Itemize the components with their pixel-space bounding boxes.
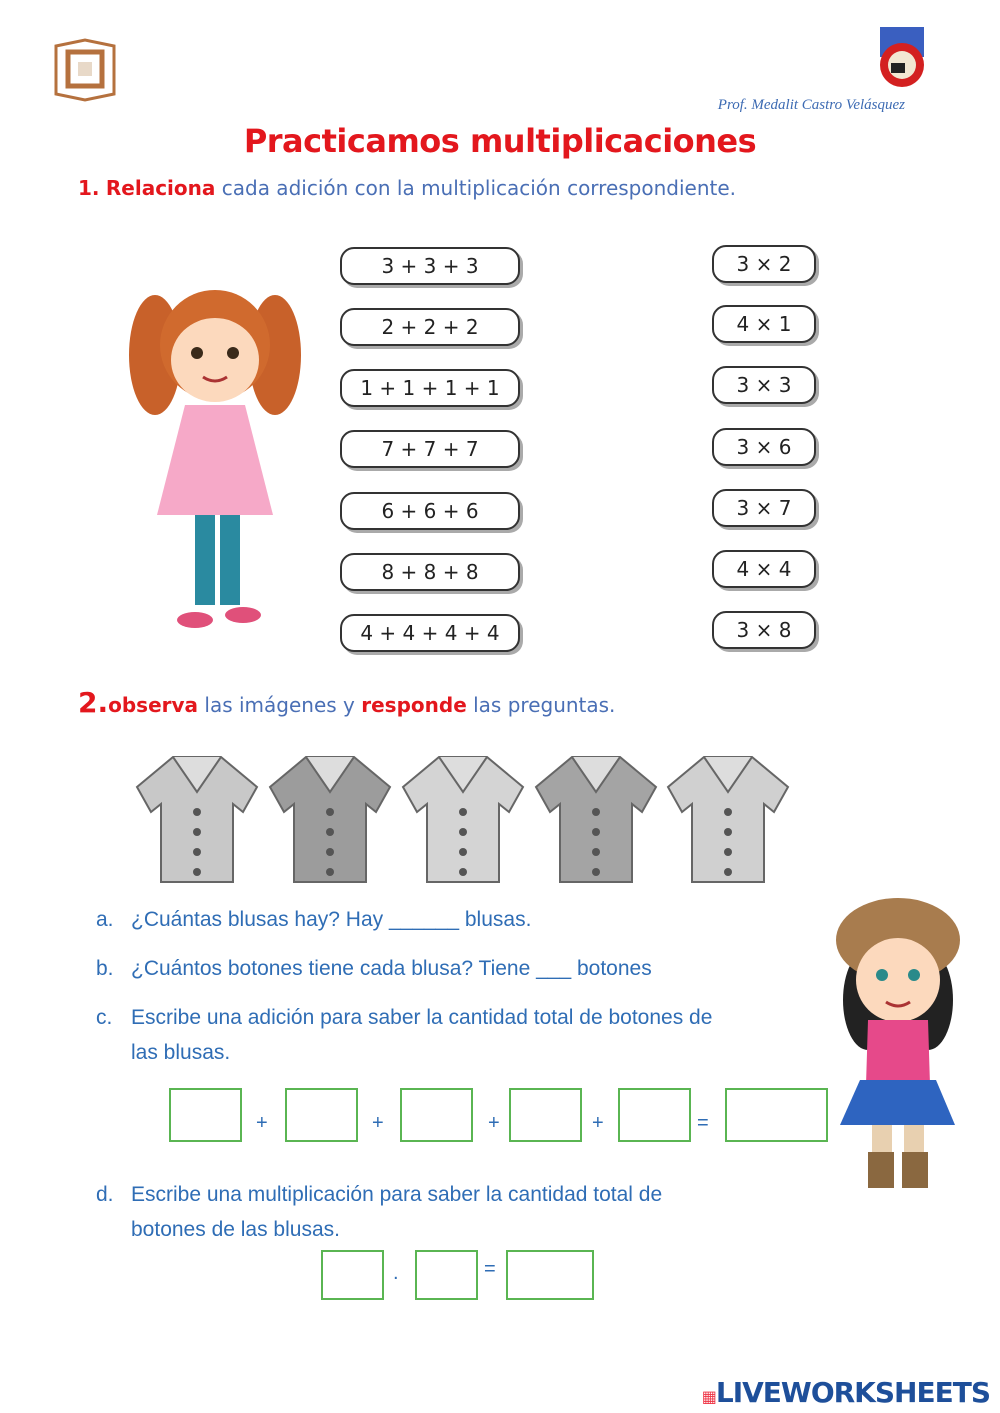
- section1-text: cada adición con la multiplicación correspondiente.: [215, 176, 737, 200]
- multiplication-pill[interactable]: 3 × 3: [712, 366, 816, 404]
- question-text-cont: las blusas.: [131, 1041, 231, 1064]
- answer-box-total[interactable]: [506, 1250, 594, 1300]
- equals-sign: =: [484, 1258, 496, 1280]
- section2-number: 2.: [78, 686, 109, 719]
- question-text: Escribe una adición para saber la cantidad total de botones de: [131, 1006, 713, 1029]
- author-name: Prof. Medalit Castro Velásquez: [717, 97, 905, 113]
- section1-keyword: Relaciona: [105, 176, 216, 200]
- plus-sign: +: [256, 1112, 268, 1134]
- section1-instruction: [78, 176, 736, 200]
- addition-pill[interactable]: 8 + 8 + 8: [340, 553, 520, 591]
- school-logo-right: [877, 25, 927, 90]
- answer-box[interactable]: [509, 1088, 582, 1142]
- blouse-image: [399, 752, 527, 884]
- question-label: c.: [96, 1006, 113, 1029]
- multiplication-pill[interactable]: 4 × 1: [712, 305, 816, 343]
- blouse-image: [266, 752, 394, 884]
- section2-text: las preguntas.: [466, 693, 616, 717]
- girl-illustration: [125, 265, 305, 640]
- blouse-image: [532, 752, 660, 884]
- question-label: a.: [96, 908, 114, 931]
- plus-sign: +: [592, 1112, 604, 1134]
- question-text: Escribe una multiplicación para saber la cantidad total de: [131, 1183, 663, 1206]
- multiply-dot: .: [393, 1262, 399, 1284]
- page-title: Practicamos multiplicaciones: [243, 122, 757, 160]
- multiplication-pill[interactable]: 3 × 2: [712, 245, 816, 283]
- liveworksheets-brand: LIVEWORKSHEETS: [715, 1376, 990, 1409]
- liveworksheets-logo: [702, 1376, 990, 1409]
- section2-instruction: [78, 686, 615, 719]
- school-logo-left: [52, 38, 118, 102]
- answer-box-total[interactable]: [725, 1088, 828, 1142]
- multiplication-pill[interactable]: 3 × 8: [712, 611, 816, 649]
- question-b: [96, 951, 652, 986]
- liveworksheets-icon: ▦: [701, 1387, 716, 1406]
- section2-text: las imágenes y: [198, 693, 362, 717]
- question-text: ¿Cuántos botones tiene cada blusa? Tiene ___ botones: [131, 957, 652, 980]
- multiplication-pill[interactable]: 3 × 7: [712, 489, 816, 527]
- addition-pill[interactable]: 3 + 3 + 3: [340, 247, 520, 285]
- addition-pill[interactable]: 1 + 1 + 1 + 1: [340, 369, 520, 407]
- question-c: [96, 1000, 712, 1070]
- question-d: [96, 1177, 662, 1247]
- plus-sign: +: [372, 1112, 384, 1134]
- question-label: b.: [96, 957, 114, 980]
- question-text: ¿Cuántas blusas hay? Hay ______ blusas.: [131, 908, 532, 931]
- answer-box[interactable]: [400, 1088, 473, 1142]
- answer-box[interactable]: [618, 1088, 691, 1142]
- question-text-cont: botones de las blusas.: [131, 1218, 340, 1241]
- question-a: [96, 902, 531, 937]
- answer-box[interactable]: [169, 1088, 242, 1142]
- addition-pill[interactable]: 4 + 4 + 4 + 4: [340, 614, 520, 652]
- blouse-image: [133, 752, 261, 884]
- section2-keyword-observe: observa: [108, 693, 199, 717]
- answer-box[interactable]: [285, 1088, 358, 1142]
- answer-box[interactable]: [415, 1250, 478, 1300]
- blouse-image: [664, 752, 792, 884]
- question-label: d.: [96, 1183, 114, 1206]
- equals-sign: =: [697, 1112, 709, 1134]
- addition-pill[interactable]: 6 + 6 + 6: [340, 492, 520, 530]
- girl-with-hat-illustration: [830, 890, 965, 1195]
- multiplication-pill[interactable]: 3 × 6: [712, 428, 816, 466]
- section2-keyword-respond: responde: [361, 693, 467, 717]
- addition-pill[interactable]: 7 + 7 + 7: [340, 430, 520, 468]
- multiplication-pill[interactable]: 4 × 4: [712, 550, 816, 588]
- addition-pill[interactable]: 2 + 2 + 2: [340, 308, 520, 346]
- section1-number: 1.: [78, 176, 100, 200]
- answer-box[interactable]: [321, 1250, 384, 1300]
- plus-sign: +: [488, 1112, 500, 1134]
